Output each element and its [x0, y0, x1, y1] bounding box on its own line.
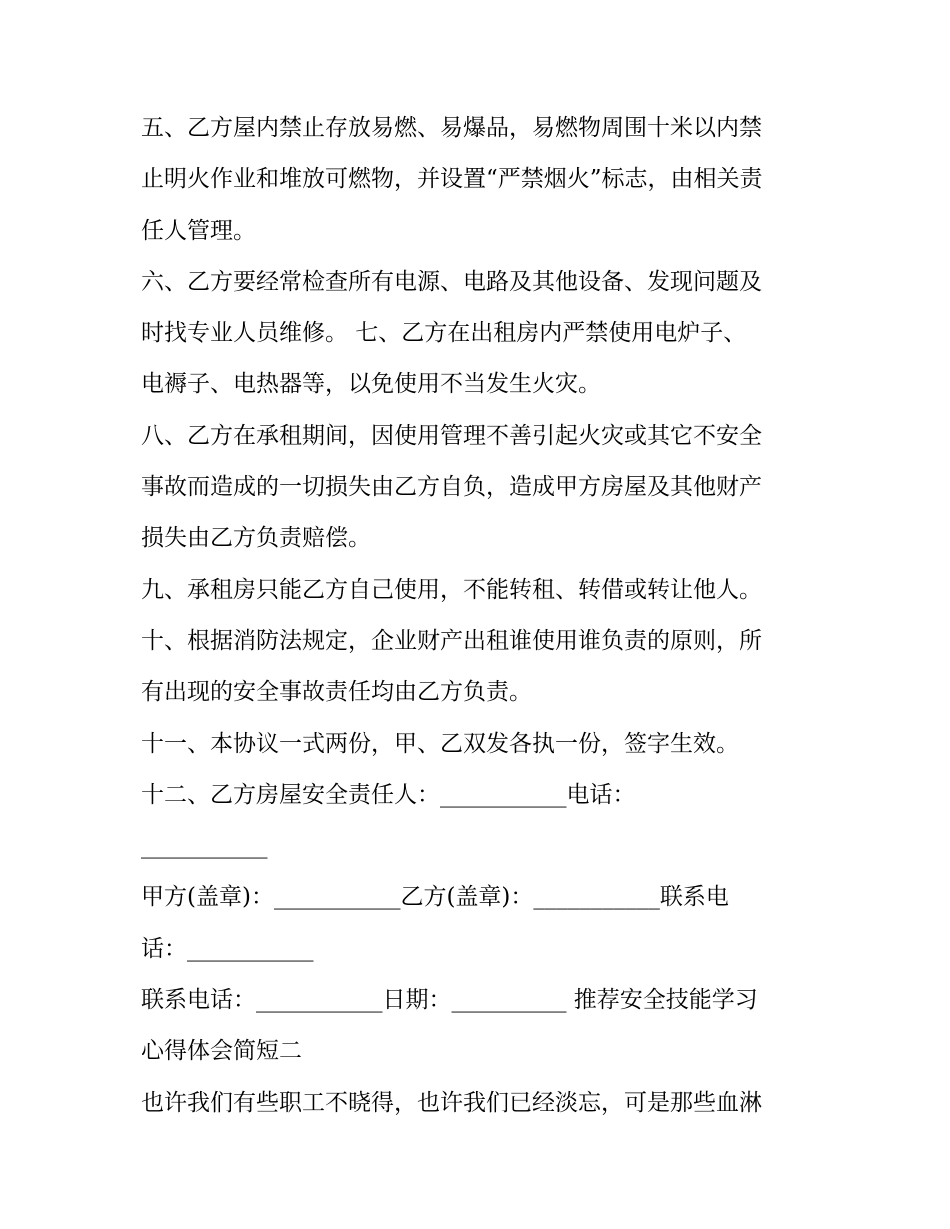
text-line: 十、根据消防法规定，企业财产出租谁使用谁负责的原则，所 — [141, 627, 762, 654]
text-line: 止明火作业和堆放可燃物，并设置“严禁烟火”标志，由相关责 — [141, 166, 763, 193]
text-line: 五、乙方屋内禁止存放易燃、易爆品，易燃物周围十米以内禁 — [141, 115, 762, 141]
text-line: 也许我们有些职工不晓得，也许我们已经淡忘，可是那些血淋 — [141, 1089, 762, 1116]
text-line: ___________ — [141, 833, 268, 860]
text-line: 六、乙方要经常检查所有电源、电路及其他设备、发现问题及 — [141, 268, 762, 295]
text-line: 电褥子、电热器等，以免使用不当发生火灾。 — [141, 371, 601, 398]
text-line: 有出现的安全事故责任均由乙方负责。 — [141, 679, 532, 706]
text-line: 任人管理。 — [141, 217, 256, 244]
text-line: 十二、乙方房屋安全责任人：___________电话： — [141, 781, 636, 808]
document-body — [141, 103, 821, 1129]
text-line: 话：___________ — [141, 935, 314, 962]
text-line: 心得体会简短二 — [141, 1038, 302, 1065]
text-line: 十一、本协议一式两份，甲、乙双发各执一份，签字生效。 — [141, 730, 739, 757]
text-line: 九、承租房只能乙方自己使用，不能转租、转借或转让他人。 — [141, 576, 762, 603]
text-line: 八、乙方在承租期间，因使用管理不善引起火灾或其它不安全 — [141, 422, 762, 449]
text-line: 损失由乙方负责赔偿。 — [141, 525, 371, 552]
text-line: 事故而造成的一切损失由乙方自负，造成甲方房屋及其他财产 — [141, 474, 762, 501]
text-line: 时找专业人员维修。 七、乙方在出租房内严禁使用电炉子、 — [141, 320, 747, 347]
text-line: 联系电话：___________日期：__________ 推荐安全技能学习 — [141, 987, 758, 1014]
text-line: 甲方(盖章)：___________乙方(盖章)：___________联系电 — [141, 884, 729, 911]
